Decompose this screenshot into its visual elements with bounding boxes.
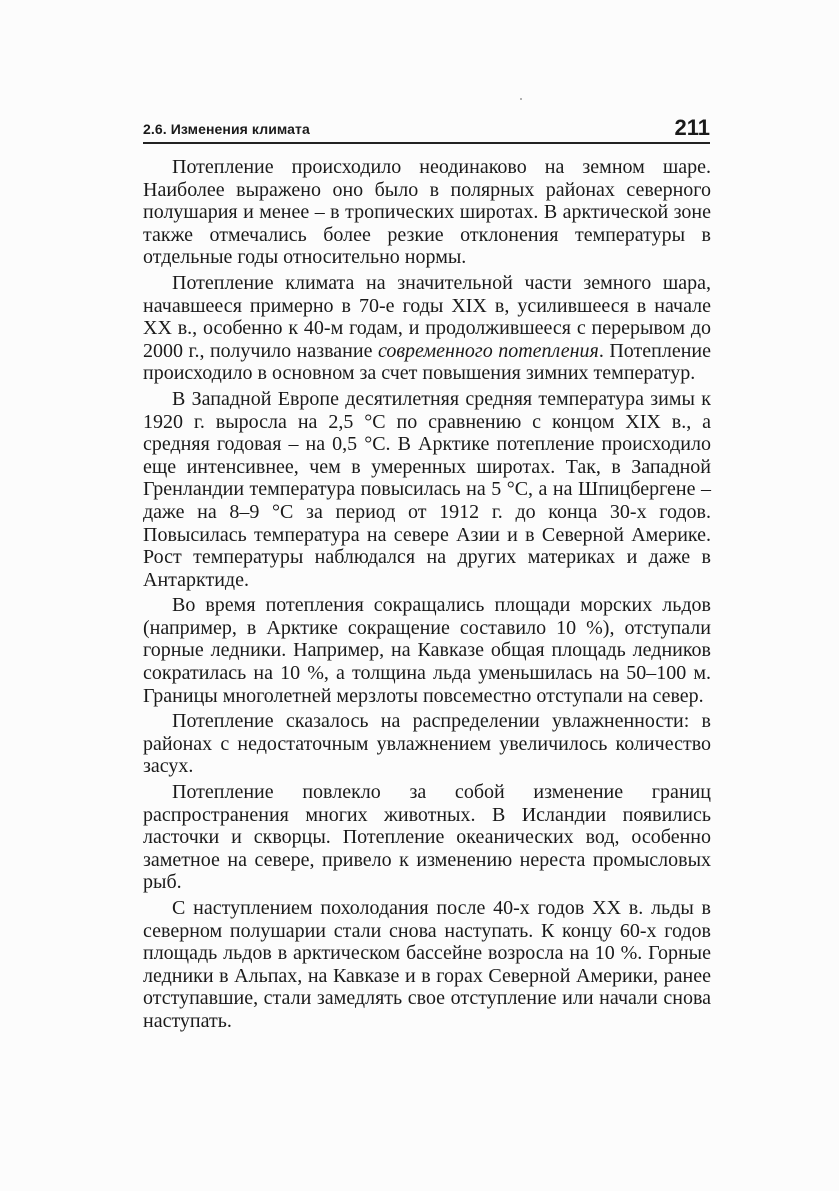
paragraph-humidity: Потепление сказалось на распределении увлажненности: в районах с недостаточным увлажнением увеличилось количество засух. [143, 710, 711, 778]
scan-speck [520, 98, 522, 100]
paragraph-sea-ice: Во время потепления сокращались площади морских льдов (например, в Арктике сокращение составило 10 %), отступали горные ледники. Например, на Кавказе общая площадь ледников сократилась на 10 %, а толщина льда уменьшилась на 50–100 м. Границы многолетней мерзлоты повсеместно отступали на север. [143, 594, 711, 707]
paragraph-text: . Потепление происходило в основном за счет повышения зимних температур. [143, 339, 711, 385]
paragraph-text: Потепление климата на значительной части земного шара, начавшееся примерно в 70-е годы XIX в, усилившееся в начале XX в., особенно к 40-м годам, и продолжившееся с перерывом до 2000 г., получило название [143, 271, 711, 362]
section-title: 2.6. Изменения климата [143, 121, 310, 137]
body-text [143, 156, 711, 1036]
emphasized-term: современного потепления [377, 339, 599, 362]
running-header [143, 112, 710, 144]
paragraph-cooling: С наступлением похолодания после 40-х годов XX в. льды в северном полушарии стали снова наступать. К концу 60-х годов площадь льдов в арктическом бассейне возросла на 10 %. Горные ледники в Альпах, на Кавказе и в горах Северной Америки, ранее отступавшие, стали замедлять свое отступление или начали снова наступать. [143, 897, 711, 1032]
page-number: 211 [674, 115, 710, 140]
paragraph-western-europe: В Западной Европе десятилетняя средняя температура зимы к 1920 г. выросла на 2,5 °С по сравнению с концом XIX в., а средняя годовая – на 0,5 °С. В Арктике потепление происходило еще интенсивнее, чем в умеренных широтах. Так, в Западной Гренландии температура повысилась на 5 °С, а на Шпицбергене – даже на 8–9 °С за период от 1912 г. до конца 30-х годов. Повысилась температура на севере Азии и в Северной Америке. Рост температуры наблюдался на других материках и даже в Антарктиде. [143, 387, 711, 591]
paragraph-animals: Потепление повлекло за собой изменение границ распространения многих животных. В Исландии появились ласточки и скворцы. Потепление океанических вод, особенно заметное на севере, привело к изменению нереста промысловых рыб. [143, 781, 711, 894]
paragraph-uneven-warming: Потепление происходило неодинаково на земном шаре. Наиболее выражено оно было в полярных районах северного полушария и менее – в тропических широтах. В арктической зоне также отмечались более резкие отклонения температуры в отдельные годы относительно нормы. [143, 156, 711, 269]
paragraph-modern-warming [143, 272, 711, 385]
